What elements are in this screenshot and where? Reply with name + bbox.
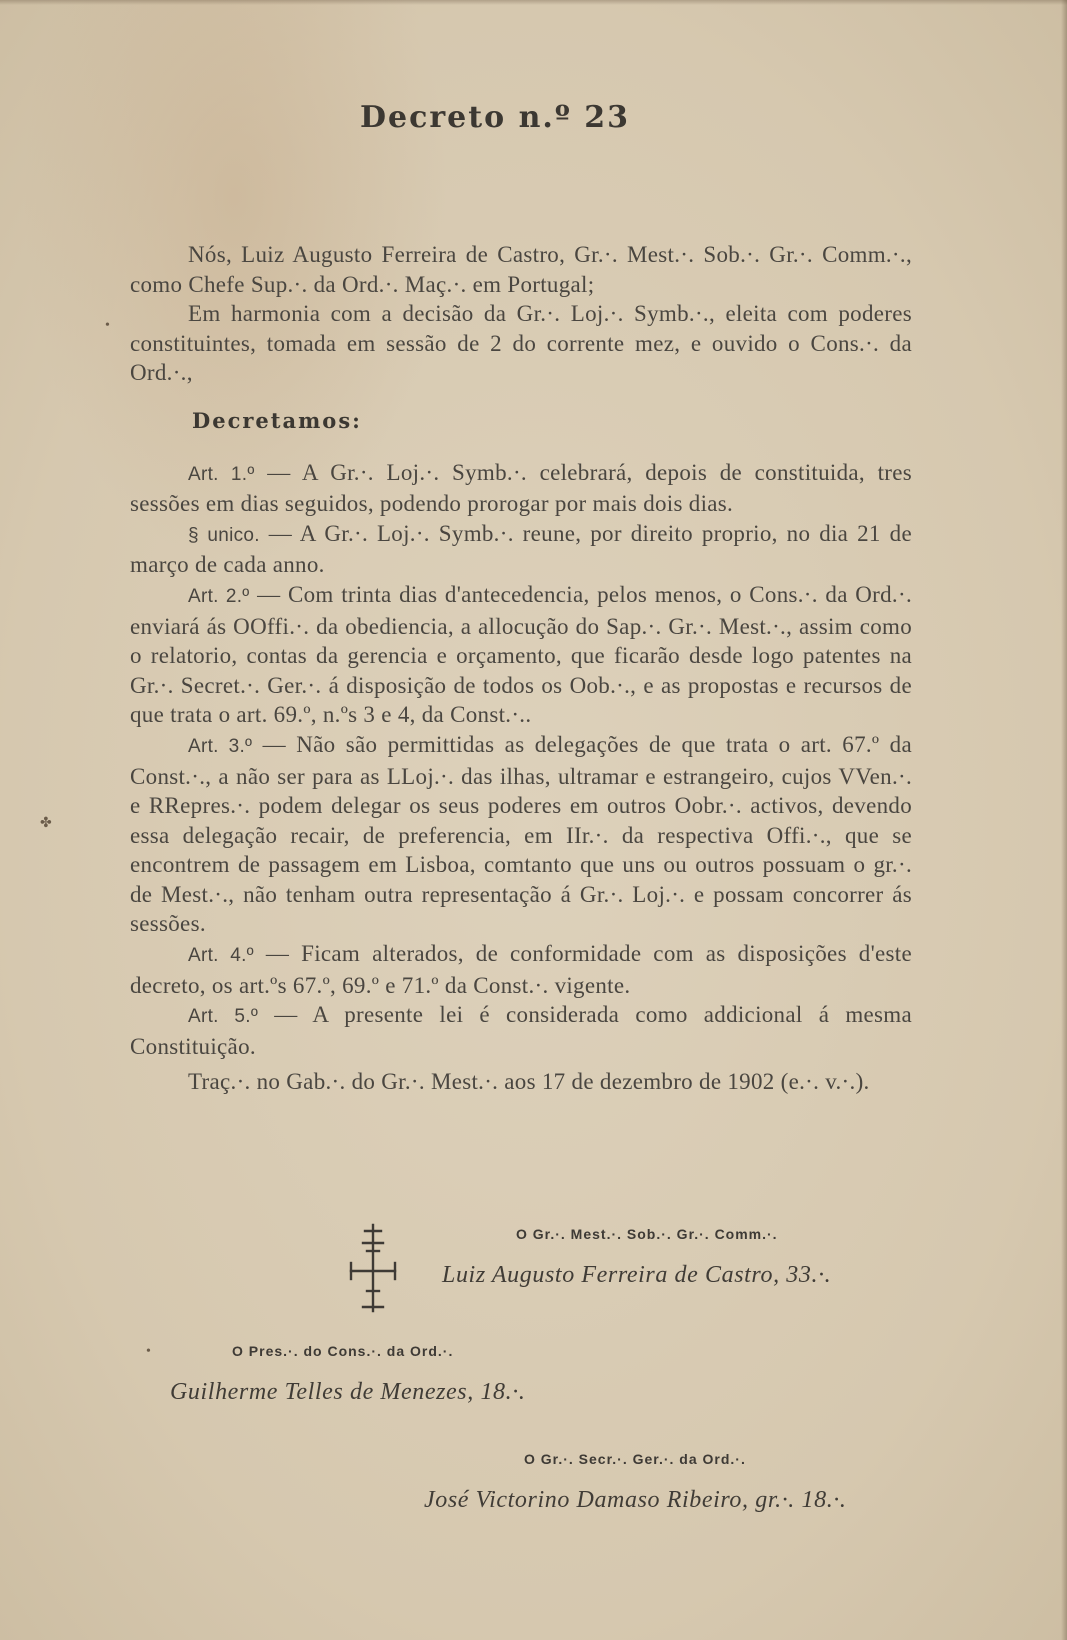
article-label: § unico. (188, 524, 260, 546)
article-5 (130, 1000, 912, 1061)
article-3 (130, 730, 912, 939)
article-label: Art. 2.º (188, 585, 250, 607)
cross-icon (345, 1223, 401, 1313)
document-title: Decreto n.º 23 (360, 100, 631, 135)
article-label: Art. 1.º (188, 463, 255, 485)
article-text: — Com trinta dias d'antecedencia, pelos menos, o Cons.·. da Ord.·. enviará ás OOffi.·. da obediencia, a allocução do Sap.·. Gr.·. Mest.·., assim como o relatorio, contas da gerencia e orçamento, que ficarão desde logo patentes na Gr.·. Secret.·. Ger.·. á disposição de todos os Oob.·., e as propostas e recursos de que trata o art. 69.º, n.ºs 3 e 4, da Const.·.. (130, 581, 912, 728)
ink-dot: • (146, 1344, 151, 1359)
article-text: — A Gr.·. Loj.·. Symb.·. celebrará, depois de constituida, tres sessões em dias seguidos, podendo prorogar por mais dois dias. (130, 459, 912, 517)
article-paragraph-unico (130, 519, 912, 580)
ink-dot: • (105, 318, 110, 333)
signature-name-secretary: José Victorino Damaso Ribeiro, gr.·. 18.·. (424, 1487, 847, 1513)
signature-title-grand-master: O Gr.·. Mest.·. Sob.·. Gr.·. Comm.·. (516, 1226, 778, 1242)
signature-title-president: O Pres.·. do Cons.·. da Ord.·. (232, 1343, 454, 1359)
signature-name-president: Guilherme Telles de Menezes, 18.·. (170, 1379, 526, 1405)
article-2 (130, 580, 912, 730)
signature-name-grand-master: Luiz Augusto Ferreira de Castro, 33.·. (442, 1262, 832, 1288)
article-text: — A Gr.·. Loj.·. Symb.·. reune, por direito proprio, no dia 21 de março de cada anno. (130, 520, 912, 578)
ornament-mark: ✤ (40, 816, 52, 831)
article-text: — Não são permittidas as delegações de que trata o art. 67.º da Const.·., a não ser para as LLoj.·. das ilhas, ultramar e estrangeiro, cujos VVen.·. e RRepres.·. podem delegar os seus poderes em outros Oobr.·. activos, devendo essa delegação recair, de preferencia, em IIr.·. da respectiva Offi.·., que se encontrem de passagem em Lisboa, comtanto que uns ou outros possuam o gr.·. de Mest.·., não tenham outra representação á Gr.·. Loj.·. e possam concorrer ás sessões. (130, 731, 912, 937)
preamble-paragraph: Em harmonia com a decisão da Gr.·. Loj.·. Symb.·., eleita com poderes constituintes, tomada em sessão de 2 do corrente mez, e ouvido o Cons.·. da Ord.·., (130, 301, 912, 386)
preamble-paragraph: Nós, Luiz Augusto Ferreira de Castro, Gr.·. Mest.·. Sob.·. Gr.·. Comm.·., como Chefe Sup.·. da Ord.·. Maç.·. em Portugal; (130, 242, 912, 297)
page-edge-top (0, 0, 1067, 5)
page-edge-right (1061, 0, 1067, 1640)
article-text: — Ficam alterados, de conformidade com as disposições d'este decreto, os art.ºs 67.º, 69.º e 71.º da Const.·. vigente. (130, 941, 912, 998)
article-label: Art. 4.º (188, 945, 254, 967)
article-1 (130, 458, 912, 519)
decree-body (130, 240, 912, 1097)
article-label: Art. 3.º (188, 735, 253, 757)
article-4 (130, 939, 912, 1000)
decretamos-heading: Decretamos: (192, 407, 362, 433)
article-label: Art. 5.º (188, 1006, 259, 1028)
signature-title-secretary: O Gr.·. Secr.·. Ger.·. da Ord.·. (524, 1451, 746, 1467)
article-text: — A presente lei é considerada como addicional á mesma Constituição. (130, 1002, 912, 1059)
closing-line: Traç.·. no Gab.·. do Gr.·. Mest.·. aos 17 de dezembro de 1902 (e.·. v.·.). (188, 1069, 870, 1095)
